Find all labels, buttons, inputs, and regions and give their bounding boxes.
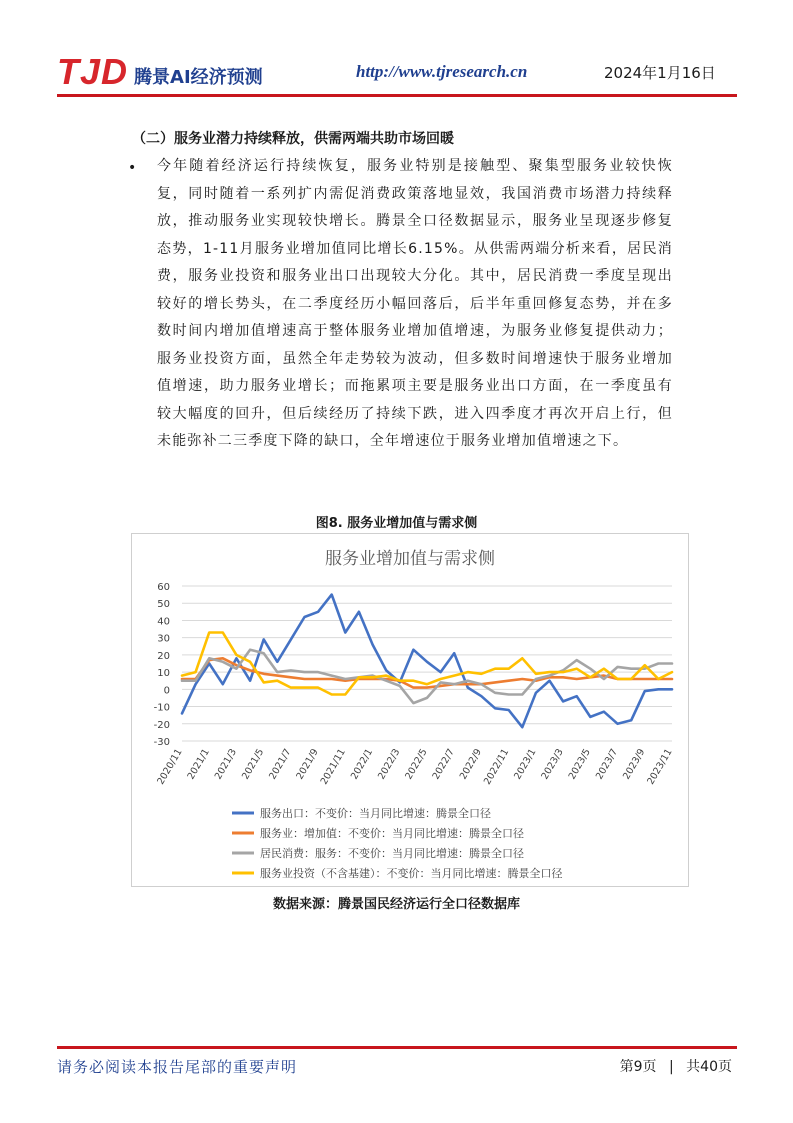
page-number: 第9页: [619, 1059, 657, 1075]
company-logo: [57, 51, 263, 92]
series-line-1: [182, 595, 672, 728]
x-tick-label: 2022/9: [457, 747, 485, 782]
x-tick-label: 2023/1: [512, 747, 539, 782]
x-tick-label: 2021/5: [240, 747, 267, 782]
legend-label-2: 服务业：增加值：不变价：当月同比增速：腾景全口径: [260, 827, 524, 840]
legend-label-4: 服务业投资（不含基建）：不变价：当月同比增速：腾景全口径: [260, 867, 563, 880]
footer-divider: [57, 1046, 737, 1049]
y-tick-label: -30: [153, 737, 170, 748]
x-tick-label: 2021/1: [185, 747, 212, 782]
figure-caption: 图8. 服务业增加值与需求侧: [315, 516, 478, 531]
y-tick-label: -20: [153, 719, 170, 731]
legend-label-3: 居民消费：服务：不变价：当月同比增速：腾景全口径: [260, 847, 524, 860]
x-tick-label: 2023/11: [645, 747, 675, 787]
y-tick-label: 50: [157, 599, 170, 611]
y-tick-label: 60: [157, 582, 170, 593]
x-tick-label: 2022/7: [430, 747, 457, 782]
page-indicator: [616, 1056, 736, 1076]
y-tick-label: 10: [157, 668, 170, 680]
x-tick-label: 2020/11: [155, 747, 185, 787]
x-tick-label: 2023/9: [621, 747, 648, 782]
x-tick-label: 2022/3: [376, 747, 403, 782]
legend-label-1: 服务出口：不变价：当月同比增速：腾景全口径: [260, 807, 491, 820]
chart-container: [131, 533, 689, 887]
x-tick-label: 2022/1: [348, 747, 376, 782]
logo-text: 腾景AI经济预测: [134, 67, 263, 88]
x-tick-label: 2021/3: [212, 747, 240, 782]
series-line-3: [182, 650, 672, 703]
y-tick-label: 40: [157, 616, 170, 628]
disclaimer-note: 请务必阅读本报告尾部的重要声明: [57, 1058, 298, 1076]
website-link[interactable]: http://www.tjresearch.cn: [356, 62, 528, 81]
chart-title: 服务业增加值与需求侧: [325, 549, 495, 569]
data-source: 数据来源：腾景国民经济运行全口径数据库: [272, 897, 520, 912]
x-tick-label: 2022/11: [482, 747, 512, 787]
bullet-marker: •: [128, 160, 137, 176]
y-tick-label: 20: [157, 650, 170, 662]
header-divider: [57, 94, 737, 97]
x-tick-label: 2023/5: [566, 747, 593, 782]
y-tick-label: 30: [157, 633, 170, 645]
y-tick-label: -10: [153, 702, 170, 714]
report-date: 2024年1月16日: [604, 64, 716, 82]
x-tick-label: 2023/3: [539, 747, 566, 782]
page-separator: |: [669, 1059, 674, 1075]
logo-mark: TJD: [57, 51, 129, 92]
line-chart: [132, 534, 688, 886]
x-tick-label: 2021/9: [294, 747, 321, 782]
y-tick-label: 0: [163, 685, 170, 697]
page-total: 共40页: [686, 1059, 732, 1075]
x-tick-label: 2022/5: [403, 747, 430, 782]
x-tick-label: 2021/7: [267, 747, 294, 782]
section-title: （二）服务业潜力持续释放，供需两端共助市场回暖: [132, 131, 454, 147]
body-paragraph: 今年随着经济运行持续恢复，服务业特别是接触型、聚集型服务业较快恢复，同时随着一系列扩内需促消费政策落地显效，我国消费市场潜力持续释放，推动服务业实现较快增长。腾景全口径数据显示，服务业呈现逐步修复态势，1-11月服务业增加值同比增长6.15%。从供需两端分析来看，居民消费，服务业投资和服务业出口出现较大分化。其中，居民消费一季度呈现出较好的增长势头，在二季度经历小幅回落后，后半年重回修复态势，并在多数时间内增加值增速高于整体服务业增加值增速，为服务业修复提供动力；服务业投资方面，虽然全年走势较为波动，但多数时间增速快于服务业增加值增速，助力服务业增长；而拖累项主要是服务业出口方面，在一季度虽有较大幅度的回升，但后续经历了持续下跌，进入四季度才再次开启上行，但未能弥补二三季度下降的缺口，全年增速位于服务业增加值增速之下。: [157, 158, 673, 449]
x-tick-label: 2021/11: [318, 747, 348, 787]
x-tick-label: 2023/7: [593, 747, 621, 782]
